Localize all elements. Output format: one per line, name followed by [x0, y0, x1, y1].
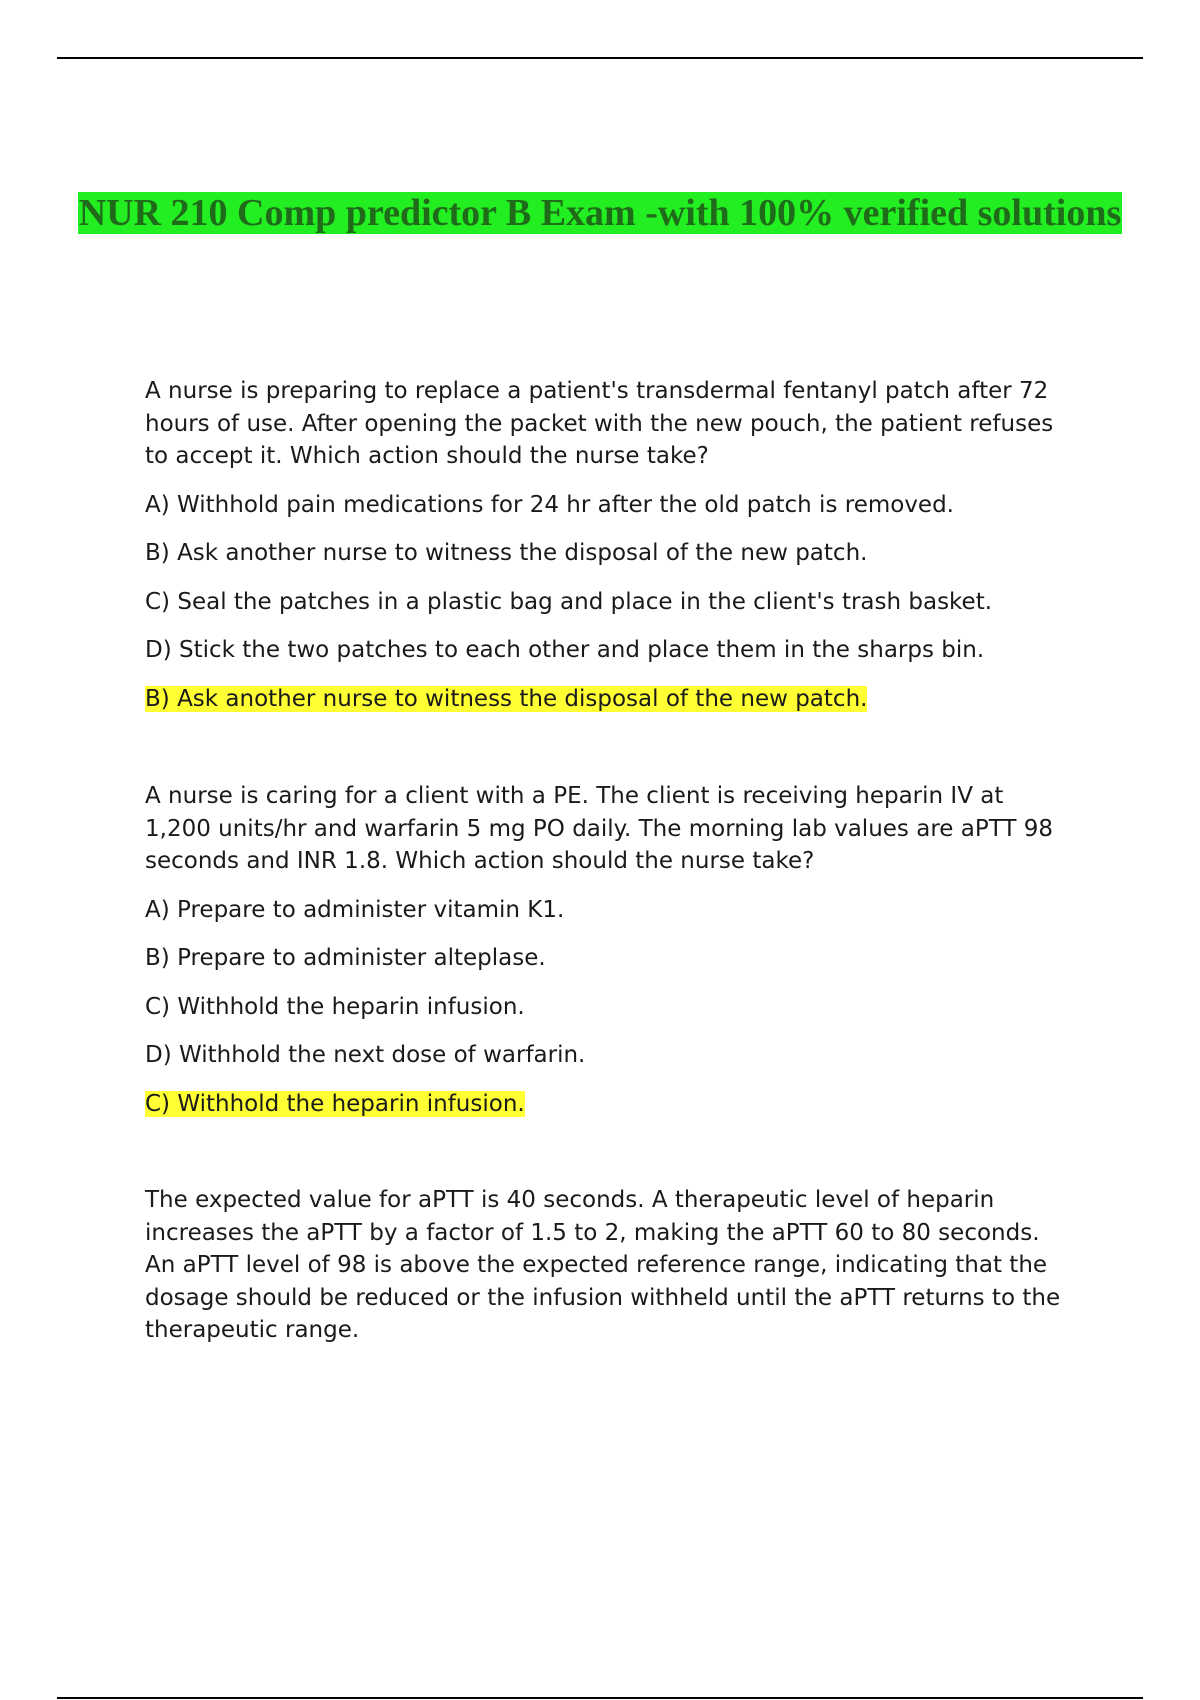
option-a: A) Withhold pain medications for 24 hr after the old patch is removed.: [145, 491, 954, 518]
explanation: [145, 1184, 1065, 1347]
question-stem: A nurse is caring for a client with a PE. The client is receiving heparin IV at 1,200 units/hr and warfarin 5 mg PO daily. The morning lab values are aPTT 98 seconds and INR 1.8. Which action should the nurse take?: [145, 783, 1053, 874]
question-1: [145, 375, 1065, 715]
option-c: C) Seal the patches in a plastic bag and place in the client's trash basket.: [145, 588, 993, 615]
answer-highlight: B) Ask another nurse to witness the disposal of the new patch.: [145, 685, 868, 712]
option-b: B) Prepare to administer alteplase.: [145, 945, 546, 971]
answer: [145, 683, 1065, 716]
option-a: A) Prepare to administer vitamin K1.: [145, 896, 565, 923]
explanation-text: The expected value for aPTT is 40 seconds. A therapeutic level of heparin increases the aPTT by a factor of 1.5 to 2, making the aPTT 60 to 80 seconds. An aPTT level of 98 is above the expected reference range, indicating that the dosage should be reduced or the infusion withheld until the aPTT returns to the therapeutic range.: [145, 1187, 1061, 1343]
answer: [145, 1088, 1065, 1121]
option-c: C) Withhold the heparin infusion.: [145, 993, 525, 1020]
question-stem: A nurse is preparing to replace a patient's transdermal fentanyl patch after 72 hours of use. After opening the packet with the new pouch, the patient refuses to accept it. Which action should the nurse take?: [145, 378, 1054, 469]
top-rule: [57, 57, 1143, 59]
option-b: B) Ask another nurse to witness the disposal of the new patch.: [145, 540, 868, 566]
document-title: [57, 192, 1143, 235]
option-d: D) Withhold the next dose of warfarin.: [145, 1042, 586, 1068]
option-d: D) Stick the two patches to each other and place them in the sharps bin.: [145, 637, 985, 663]
title-highlight: NUR 210 Comp predictor B Exam -with 100% verified solutions: [78, 192, 1122, 234]
answer-highlight: C) Withhold the heparin infusion.: [145, 1090, 525, 1117]
question-2: [145, 780, 1065, 1120]
bottom-rule: [57, 1697, 1143, 1699]
